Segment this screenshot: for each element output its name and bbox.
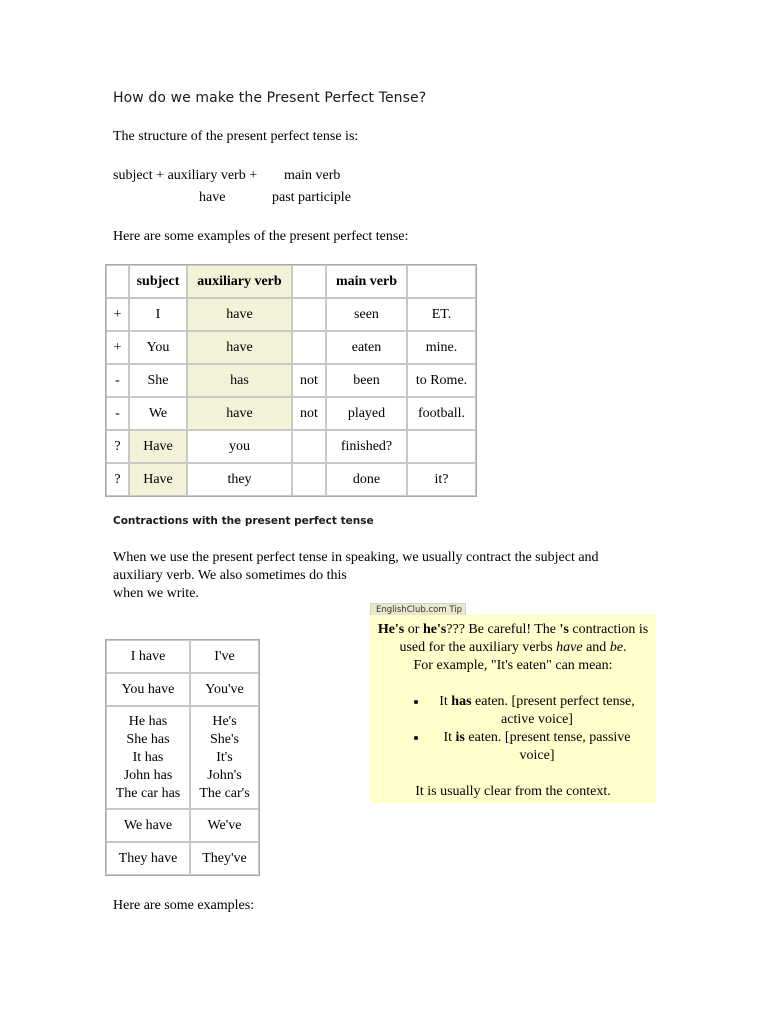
table-cell: They have	[106, 842, 190, 875]
table-cell: football.	[407, 397, 476, 430]
table-row	[106, 364, 476, 397]
page-heading: How do we make the Present Perfect Tense?	[113, 90, 427, 106]
table-cell: We've	[190, 809, 259, 842]
table-cell	[292, 463, 326, 496]
table-cell: You've	[190, 673, 259, 706]
table-cell: Have	[129, 463, 187, 496]
table-row	[106, 673, 259, 706]
tip-text: is	[455, 730, 465, 745]
tip-text: and	[582, 640, 610, 655]
table-cell: You have	[106, 673, 190, 706]
table-cell: mine.	[407, 331, 476, 364]
table-cell	[292, 430, 326, 463]
structure-line-1	[113, 167, 257, 185]
table-cell: Have	[129, 430, 187, 463]
table-cell: have	[187, 331, 292, 364]
table-row	[106, 298, 476, 331]
table-cell: +	[106, 298, 129, 331]
table-cell	[292, 265, 326, 298]
tip-tab-label: EnglishClub.com Tip	[370, 603, 466, 616]
table-row	[106, 842, 259, 875]
table-cell: +	[106, 331, 129, 364]
closing-text: Here are some examples:	[113, 898, 255, 913]
examples-intro: Here are some examples of the present perfect tense:	[113, 229, 409, 244]
tip-bullet-list	[370, 693, 656, 765]
table-cell: -	[106, 397, 129, 430]
header-auxiliary-verb: auxiliary verb	[187, 265, 292, 298]
table-cell	[106, 265, 129, 298]
table-row	[106, 706, 259, 809]
contractions-para-line-1: When we use the present perfect tense in speaking, we usually contract the subject and	[113, 550, 599, 565]
table-cell: ?	[106, 463, 129, 496]
table-cell: You	[129, 331, 187, 364]
table-cell	[407, 430, 476, 463]
tip-text: 's	[559, 622, 569, 637]
structure-aux-have: have	[199, 190, 226, 205]
table-cell: ET.	[407, 298, 476, 331]
table-cell: -	[106, 364, 129, 397]
table-cell	[407, 265, 476, 298]
tip-paragraph-3: It is usually clear from the context.	[415, 784, 611, 799]
structure-past-participle: past participle	[272, 190, 351, 205]
table-row	[106, 430, 476, 463]
cell-line: It has	[132, 749, 164, 765]
contractions-table	[105, 639, 260, 876]
table-row	[106, 463, 476, 496]
table-cell: I've	[190, 640, 259, 673]
contractions-para-line-3: when we write.	[113, 586, 199, 601]
cell-line: The car's	[199, 785, 250, 801]
cell-line: He's	[212, 713, 237, 729]
table-cell: done	[326, 463, 407, 496]
tip-text: have	[556, 640, 583, 655]
contractions-heading: Contractions with the present perfect tense	[113, 515, 374, 527]
cell-line: The car has	[115, 785, 181, 801]
tip-box	[370, 615, 656, 803]
intro-text: The structure of the present perfect tense is:	[113, 129, 359, 144]
table-cell: have	[187, 397, 292, 430]
cell-line: She's	[210, 731, 239, 747]
table-cell: it?	[407, 463, 476, 496]
structure-plus-2: +	[249, 168, 258, 183]
tip-text: has	[451, 694, 472, 709]
table-cell: played	[326, 397, 407, 430]
tip-text: It	[443, 730, 456, 745]
table-cell	[292, 298, 326, 331]
tip-text: ??? Be careful! The	[446, 622, 560, 637]
tip-paragraph-2: For example, "It's eaten" can mean:	[413, 658, 613, 673]
cell-line: It's	[216, 749, 233, 765]
tip-text: .	[623, 640, 627, 655]
table-row	[106, 640, 259, 673]
cell-line: John has	[123, 767, 173, 783]
structure-subject: subject	[113, 168, 153, 183]
table-cell: We have	[106, 809, 190, 842]
table-cell: not	[292, 364, 326, 397]
structure-main: main verb	[284, 168, 341, 183]
table-cell	[190, 706, 259, 809]
list-item	[428, 729, 656, 765]
table-cell: We	[129, 397, 187, 430]
table-cell: finished?	[326, 430, 407, 463]
table-row	[106, 397, 476, 430]
table-cell: ?	[106, 430, 129, 463]
table-header-row	[106, 265, 476, 298]
table-cell: has	[187, 364, 292, 397]
table-cell: been	[326, 364, 407, 397]
table-cell: to Rome.	[407, 364, 476, 397]
cell-line: She has	[126, 731, 170, 747]
table-cell: She	[129, 364, 187, 397]
tip-text: eaten. [present perfect tense, active voice]	[471, 694, 635, 727]
table-cell: seen	[326, 298, 407, 331]
contractions-para-line-2: auxiliary verb. We also sometimes do this	[113, 568, 347, 583]
table-cell: They've	[190, 842, 259, 875]
table-cell: you	[187, 430, 292, 463]
table-cell: I	[129, 298, 187, 331]
cell-line: He has	[128, 713, 168, 729]
tip-paragraph-1	[370, 621, 656, 657]
table-cell: eaten	[326, 331, 407, 364]
table-cell: have	[187, 298, 292, 331]
table-cell	[106, 706, 190, 809]
tip-text: he's	[422, 622, 447, 637]
table-cell: I have	[106, 640, 190, 673]
examples-table	[105, 264, 477, 497]
table-cell	[292, 331, 326, 364]
cell-line: John's	[207, 767, 242, 783]
tip-text: contraction is used for the auxiliary verbs	[399, 622, 649, 655]
table-row	[106, 331, 476, 364]
tip-text: He's	[377, 622, 405, 637]
tip-text: be	[609, 640, 624, 655]
table-row	[106, 809, 259, 842]
structure-aux: auxiliary verb	[167, 168, 246, 183]
header-subject: subject	[129, 265, 187, 298]
structure-plus-1: +	[156, 168, 165, 183]
table-cell: they	[187, 463, 292, 496]
table-cell: not	[292, 397, 326, 430]
list-item	[428, 693, 656, 729]
tip-text: eaten. [present tense, passive voice]	[464, 730, 631, 763]
tip-text: or	[404, 622, 423, 637]
header-main-verb: main verb	[326, 265, 407, 298]
tip-text: It	[439, 694, 452, 709]
